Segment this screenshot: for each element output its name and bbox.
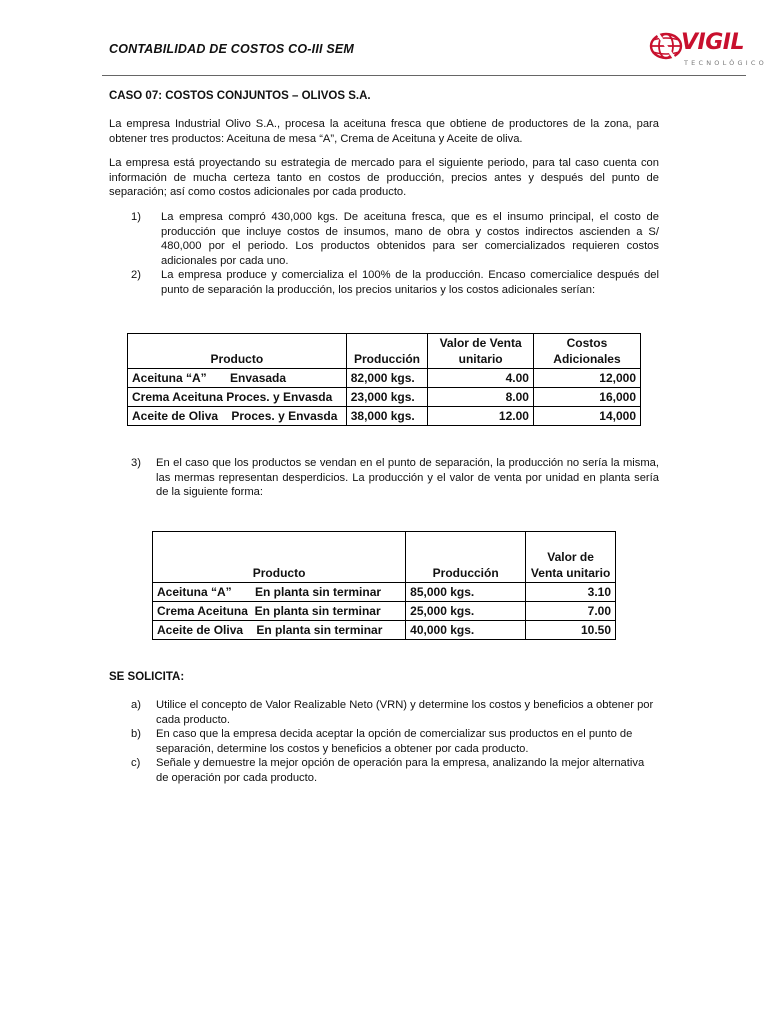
cell-valor: 7.00 [526,602,616,621]
cell-valor: 12.00 [428,407,534,426]
col-header-produccion: Producción [406,532,526,583]
cell-producto: Aceite de Oliva Proces. y Envasda [128,407,347,426]
list-letter: a) [131,699,141,711]
logo-wordmark: VIGIL [681,30,744,55]
list-item [131,456,659,500]
cell-producto: Crema Aceituna En planta sin terminar [153,602,406,621]
list-letter: b) [131,728,141,741]
col-header-valor: Valor de Venta unitario [526,532,616,583]
paragraph-2: La empresa está proyectando su estrategia de mercado para el siguiente periodo, para tal caso cuenta con información de mucha certeza tanto en costos de producción, precios antes y después del punto de separación; así como costos adicionales por cada producto. [109,157,659,199]
solicita-list [131,698,659,786]
list-letter: c) [131,757,141,770]
list-text: En caso que la empresa decida aceptar la opción de comercializar sus productos en el punto de separación, determine los costos y beneficios a obtener por cada producto. [156,728,633,755]
section-title-solicita: SE SOLICITA: [109,671,185,683]
numbered-list-continued [131,456,659,500]
cell-produccion: 25,000 kgs. [406,602,526,621]
cell-producto: Aceituna “A” Envasada [128,369,347,388]
list-text: Utilice el concepto de Valor Realizable Neto (VRN) y determine los costos y beneficios a obtener por cada producto. [156,699,654,726]
cell-producto: Aceituna “A” En planta sin terminar [153,583,406,602]
cell-produccion: 23,000 kgs. [346,388,428,407]
list-number: 3) [131,457,141,469]
cell-produccion: 38,000 kgs. [346,407,428,426]
numbered-list [109,210,659,298]
cell-valor: 3.10 [526,583,616,602]
col-header-produccion: Producción [346,334,428,369]
table-row [153,583,616,602]
cell-costos: 16,000 [533,388,640,407]
paragraph-1: La empresa Industrial Olivo S.A., procesa la aceituna fresca que obtiene de productores de la zona, para obtener tres productos: Aceituna de mesa “A”, Crema de Aceituna y Aceite de oliva. [109,118,659,145]
table-final-products [127,333,641,426]
col-header-producto: Producto [128,334,347,369]
logo-tagline: TECNOLÓGICO [684,59,767,67]
cell-producto: Aceite de Oliva En planta sin terminar [153,621,406,640]
cell-produccion: 85,000 kgs. [406,583,526,602]
cell-produccion: 40,000 kgs. [406,621,526,640]
vigil-logo [648,30,767,72]
col-header-costos: Costos Adicionales [533,334,640,369]
table-row [128,369,641,388]
cell-valor: 4.00 [428,369,534,388]
col-header-producto: Producto [153,532,406,583]
col-header-valor: Valor de Venta unitario [428,334,534,369]
list-text: En el caso que los productos se vendan en el punto de separación, la producción no sería la misma, las mermas representan desperdicios. La producción y el valor de venta por unidad en planta sería de la siguiente forma: [156,457,659,499]
document-header-title: CONTABILIDAD DE COSTOS CO-III SEM [109,42,355,56]
case-intro [109,90,659,298]
header-divider [102,75,746,76]
table-row [153,621,616,640]
list-text: Señale y demuestre la mejor opción de operación para la empresa, analizando la mejor alternativa de operación por cada producto. [156,757,645,784]
cell-valor: 8.00 [428,388,534,407]
cell-costos: 12,000 [533,369,640,388]
table-split-point-products [152,531,616,640]
list-text: La empresa produce y comercializa el 100% de la producción. Encaso comercialice después del punto de separación la producción, los precios unitarios y los costos adicionales serían: [161,269,659,296]
list-text: La empresa compró 430,000 kgs. De aceituna fresca, que es el insumo principal, el costo de producción que incluye costos de insumos, mano de obra y costos indirectos ascienden a S/ 480,000 por el periodo. Los productos obtenidos para ser comercializados requieren costos adicionales por cada uno. [161,210,659,267]
cell-costos: 14,000 [533,407,640,426]
list-number: 1) [131,210,141,223]
table-header-row [128,334,641,369]
cell-producto: Crema Aceituna Proces. y Envasda [128,388,347,407]
case-title: CASO 07: COSTOS CONJUNTOS – OLIVOS S.A. [109,90,371,102]
table-row [128,388,641,407]
cell-valor: 10.50 [526,621,616,640]
list-number: 2) [131,269,141,282]
cell-produccion: 82,000 kgs. [346,369,428,388]
table-row [153,602,616,621]
list-item [131,210,659,268]
list-item [131,727,659,756]
list-item [131,698,659,727]
list-item [131,268,659,297]
globe-icon [648,30,684,62]
table-row [128,407,641,426]
table-header-row [153,532,616,583]
list-item [131,756,659,785]
